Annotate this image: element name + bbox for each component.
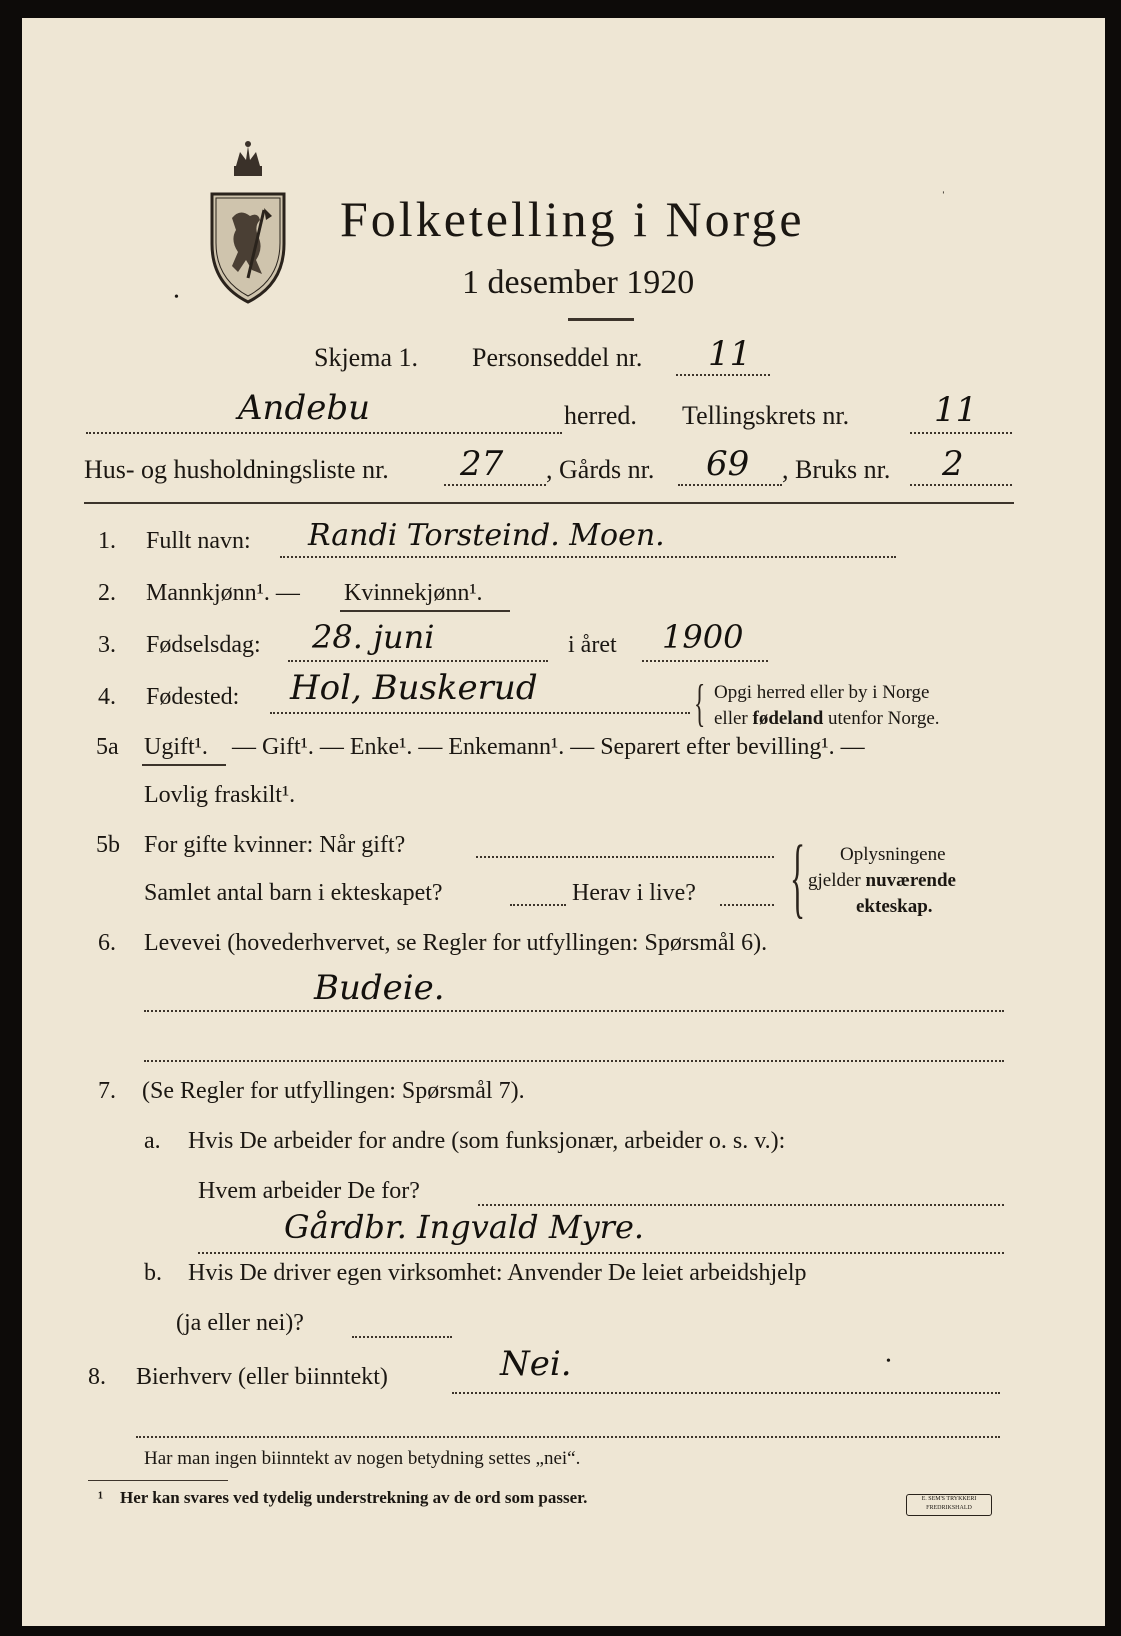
hired-help-line xyxy=(352,1336,452,1338)
q1-number: 1. xyxy=(98,528,116,554)
footnote-text: Her kan svares ved tydelig understrekning av de ord som passer. xyxy=(120,1488,588,1507)
title-divider xyxy=(568,318,634,321)
q8-label: Bierhverv (eller biinntekt) xyxy=(136,1364,388,1390)
gards-number: 69 xyxy=(706,444,750,484)
year-line xyxy=(642,660,768,662)
coat-of-arms-icon xyxy=(206,136,290,306)
full-name-value: Randi Torsteind. Moen. xyxy=(308,518,665,553)
tellingskrets-line xyxy=(910,432,1012,434)
ugift-label: Ugift¹. xyxy=(144,734,208,760)
q2-number: 2. xyxy=(98,580,116,606)
q5a-number: 5a xyxy=(96,734,119,760)
birthday-line xyxy=(288,660,548,662)
married-when-label: For gifte kvinner: Når gift? xyxy=(144,832,406,858)
birth-year-value: 1900 xyxy=(662,618,744,656)
printer-stamp-text: E. SEM'S TRYKKERI FREDRIKSHALD xyxy=(921,1496,977,1511)
q4-note-pre: eller xyxy=(714,708,748,729)
personseddel-number: 11 xyxy=(708,334,752,374)
husholdningsliste-line xyxy=(444,484,546,486)
children-label: Samlet antal barn i ekteskapet? xyxy=(144,880,443,906)
year-label: i året xyxy=(568,632,617,658)
alive-line xyxy=(720,904,774,906)
q2-female-label: Kvinnekjønn¹. xyxy=(344,580,483,606)
lovlig-fraskilt-label: Lovlig fraskilt¹. xyxy=(144,782,296,808)
employer-label: Hvem arbeider De for? xyxy=(198,1178,420,1204)
q1-label: Fullt navn: xyxy=(146,528,251,554)
printer-stamp xyxy=(906,1494,992,1516)
q4-note-post: utenfor Norge. xyxy=(828,708,940,729)
q5b-brace: { xyxy=(790,828,806,927)
census-form xyxy=(22,18,1105,1626)
q6-label: Levevei (hovederhvervet, se Regler for utfyllingen: Spørsmål 6). xyxy=(144,930,768,956)
q4-note-bold: fødeland xyxy=(752,708,824,729)
bruks-line xyxy=(910,484,1012,486)
q7a-letter: a. xyxy=(144,1128,161,1154)
schema-label: Skjema 1. xyxy=(314,343,418,372)
female-underline xyxy=(340,610,510,612)
employer-line-2 xyxy=(198,1252,1004,1254)
q7-label: (Se Regler for utfyllingen: Spørsmål 7). xyxy=(142,1078,525,1104)
footer-rule xyxy=(88,1480,228,1481)
children-line xyxy=(510,904,566,906)
q3-number: 3. xyxy=(98,632,116,658)
herred-line xyxy=(86,432,562,434)
herred-value: Andebu xyxy=(238,388,370,428)
q5b-note3 xyxy=(856,896,933,918)
bruks-number: 2 xyxy=(942,444,964,484)
q7-number: 7. xyxy=(98,1078,116,1104)
stray-mark: • xyxy=(174,290,179,305)
personseddel-line xyxy=(676,374,770,376)
bruks-label: , Bruks nr. xyxy=(782,455,891,484)
census-date: 1 desember 1920 xyxy=(462,264,695,301)
side-income-line-2 xyxy=(136,1436,1000,1438)
q1-line xyxy=(280,556,896,558)
q2-male-label: Mannkjønn¹. — xyxy=(146,580,300,606)
q6-number: 6. xyxy=(98,930,116,956)
q4-brace: { xyxy=(694,675,706,732)
employer-line-1 xyxy=(478,1204,1004,1206)
footnote-mark: ¹ xyxy=(98,1488,104,1507)
side-income-value: Nei. xyxy=(500,1344,572,1384)
q7b-letter: b. xyxy=(144,1260,162,1286)
gards-line xyxy=(678,484,782,486)
q7a-label: Hvis De arbeider for andre (som funksjonær, arbeider o. s. v.): xyxy=(188,1128,786,1154)
stray-mark: ˈ xyxy=(941,190,946,205)
birthday-value: 28. juni xyxy=(312,618,435,656)
husholdningsliste-label: Hus- og husholdningsliste nr. xyxy=(84,455,389,484)
q7b-label: Hvis De driver egen virksomhet: Anvender De leiet arbeidshjelp xyxy=(188,1260,807,1286)
q4-note-line1: Opgi herred eller by i Norge xyxy=(714,682,930,703)
header-divider xyxy=(84,502,1014,504)
q5b-note2 xyxy=(808,870,956,892)
q5b-note3-text: ekteskap. xyxy=(856,896,933,917)
hired-help-label: (ja eller nei)? xyxy=(176,1310,304,1336)
stray-mark: • xyxy=(886,1354,891,1369)
q5b-note2-pre: gjelder xyxy=(808,870,861,891)
occupation-value: Budeie. xyxy=(314,968,445,1008)
birthplace-value: Hol, Buskerud xyxy=(290,668,538,708)
q4-label: Fødested: xyxy=(146,684,240,710)
marital-options: — Gift¹. — Enke¹. — Enkemann¹. — Separert efter bevilling¹. — xyxy=(232,734,865,760)
q8-number: 8. xyxy=(88,1364,106,1390)
no-income-note: Har man ingen biinntekt av nogen betydning settes „nei“. xyxy=(144,1448,581,1469)
q5b-note2-bold: nuværende xyxy=(865,870,956,891)
occupation-line-1 xyxy=(144,1010,1004,1012)
birthplace-line xyxy=(270,712,690,714)
employer-value: Gårdbr. Ingvald Myre. xyxy=(284,1208,645,1246)
q4-number: 4. xyxy=(98,684,116,710)
q5b-number: 5b xyxy=(96,832,120,858)
herred-label: herred. xyxy=(564,401,637,430)
gards-label: , Gårds nr. xyxy=(546,455,655,484)
occupation-line-2 xyxy=(144,1060,1004,1062)
tellingskrets-label: Tellingskrets nr. xyxy=(682,401,850,430)
tellingskrets-number: 11 xyxy=(934,390,978,430)
married-when-line xyxy=(476,856,774,858)
side-income-line-1 xyxy=(452,1392,1000,1394)
ugift-underline xyxy=(142,764,226,766)
alive-label: Herav i live? xyxy=(572,880,696,906)
q5b-note1: Oplysningene xyxy=(840,844,946,865)
husholdningsliste-number: 27 xyxy=(460,444,504,484)
q3-label: Fødselsdag: xyxy=(146,632,261,658)
form-title: Folketelling i Norge xyxy=(340,191,805,247)
q4-note-line2 xyxy=(714,708,940,730)
personseddel-label: Personseddel nr. xyxy=(472,343,643,372)
